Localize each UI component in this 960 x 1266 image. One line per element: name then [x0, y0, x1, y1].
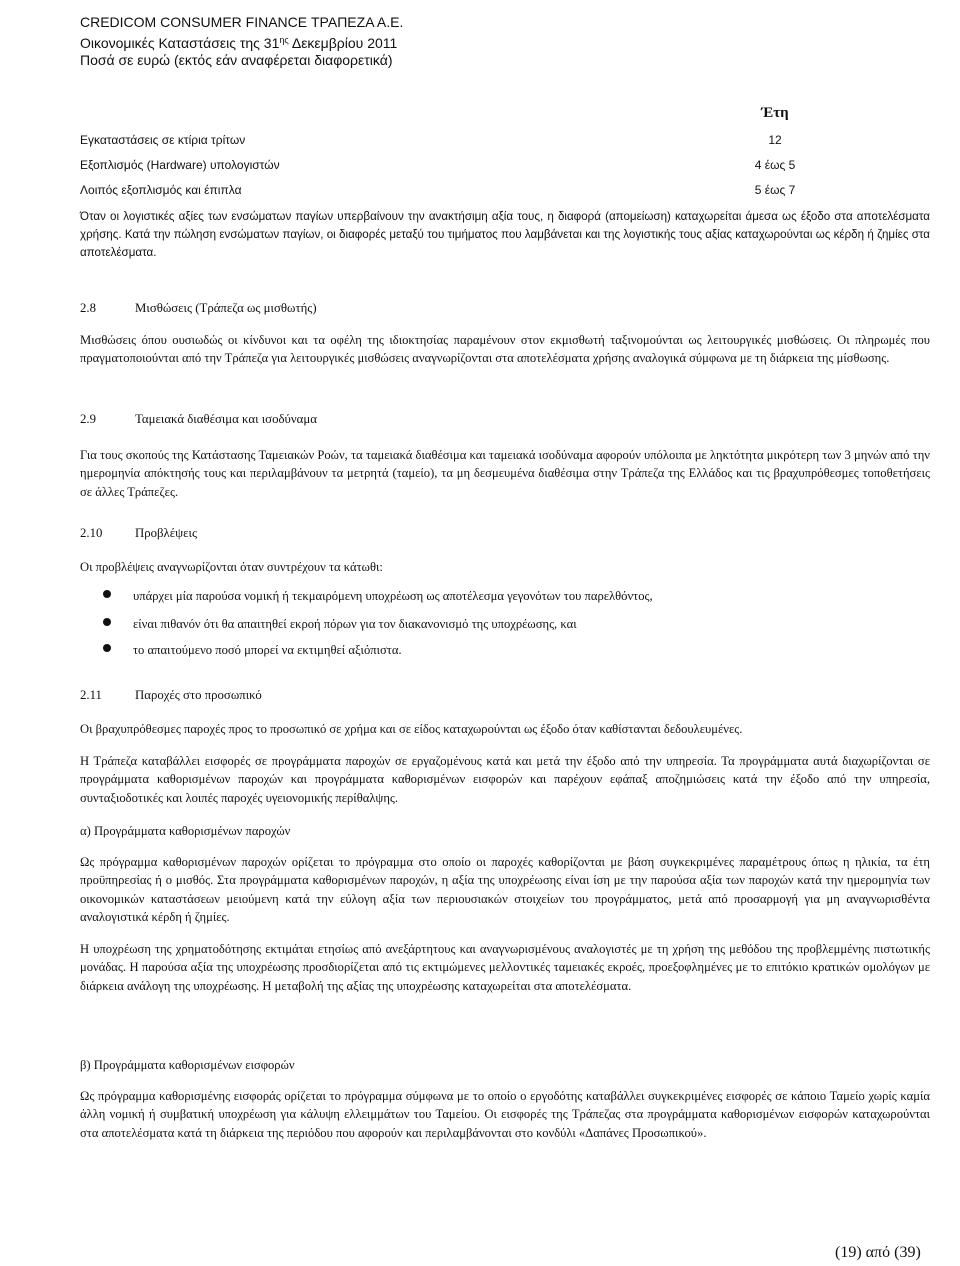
years-column-header: Έτη — [761, 105, 789, 121]
section-heading — [80, 301, 317, 316]
list-item — [103, 617, 577, 632]
section-paragraph: Η Τράπεζα καταβάλλει εισφορές σε προγράμματα παροχών σε εργαζομένους κατά και μετά την έξοδο από την υπηρεσία. Τα προγράμματα αυτά διαχωρίζονται σε προγράμματα καθορισμένων παροχών και προγράμματα καθορισμένων εισφορών και παρέχουν εφάπαξ αποζημιώσεις κατά την έξοδο από την υπηρεσία, συνταξιοδοτικές και λοιπές παροχές υγειονομικής περίθαλψης. — [80, 754, 930, 805]
statements-suffix: Δεκεμβρίου 2011 — [288, 34, 398, 51]
section-heading — [80, 688, 262, 703]
section-paragraph: Για τους σκοπούς της Κατάστασης Ταμειακών Ροών, τα ταμειακά διαθέσιμα και ταμειακά ισοδύναμα αφορούν υπόλοιπα με ληκτότητα μικρότερη των 3 μηνών από την ημερομηνία απόκτησής τους και περιλαμβάνουν τα μετρητά (ταμείο), τα μη δεσμευμένα διαθέσιμα στην Τράπεζα της Ελλάδος και τις βραχυπρόθεσμες τοποθετήσεις σε άλλες Τράπεζες. — [80, 448, 930, 499]
company-name: CREDICOM CONSUMER FINANCE ΤΡΑΠΕΖΑ Α.Ε. — [80, 14, 404, 30]
bullet-icon — [103, 618, 111, 626]
section-number: 2.9 — [80, 412, 96, 426]
amounts-note: Ποσά σε ευρώ (εκτός εάν αναφέρεται διαφορετικά) — [80, 52, 393, 68]
section-paragraph: Η υποχρέωση της χρηματοδότησης εκτιμάται ετησίως από ανεξάρτητους και αναγνωρισμένους αναλογιστές με τη χρήση της μεθόδου της προβλεμμένης πιστωτικής μονάδας. Η παρούσα αξία της υποχρέωσης προσδιορίζεται από τις εκτιμώμενες μελλοντικές ταμειακές εκροές, προεξοφλημένες με το επιτόκιο κρατικών ομολόγων με διάρκεια ανάλογη της υποχρέωσης. Η μεταβολή της αξίας της υποχρέωσης καταχωρείται στα αποτελέσματα. — [80, 942, 930, 993]
section-number: 2.8 — [80, 301, 96, 315]
statements-line — [80, 32, 403, 53]
useful-life-label: Εξοπλισμός (Hardware) υπολογιστών — [80, 158, 280, 172]
section-title: Παροχές στο προσωπικό — [135, 688, 262, 702]
document-header — [80, 14, 403, 70]
list-item-text: υπάρχει μία παρούσα νομική ή τεκμαιρόμενη υποχρέωση ως αποτέλεσμα γεγονότων του παρελθόντος, — [133, 589, 653, 603]
subsection-title: β) Προγράμματα καθορισμένων εισφορών — [80, 1058, 295, 1072]
useful-life-years: 5 έως 7 — [754, 183, 796, 197]
section-number: 2.11 — [80, 688, 102, 702]
section-paragraph: Οι βραχυπρόθεσμες παροχές προς το προσωπικό σε χρήμα και σε είδος καταχωρούνται ως έξοδο όταν καθίστανται δεδουλευμένες. — [80, 722, 743, 736]
useful-life-years: 12 — [768, 133, 782, 147]
section-title: Μισθώσεις (Τράπεζα ως μισθωτής) — [135, 301, 317, 315]
section-paragraph: Ως πρόγραμμα καθορισμένης εισφοράς ορίζεται το πρόγραμμα σύμφωνα με το οποίο ο εργοδότης καταβάλλει συγκεκριμένες εισφορές σε κάποιο Ταμείο χωρίς καμία άλλη νομική ή συμβατική υποχρέωση για κάλυψη ελλειμμάτων του Ταμείου. Οι εισφορές της Τράπεζας στα προγράμματα καθορισμένων εισφορών καταχωρούνται στα αποτελέσματα κατά τη διάρκεια της περιόδου που αφορούν και περιλαμβάνονται στο κονδύλι «Δαπάνες Προσωπικού». — [80, 1089, 930, 1140]
page-number: (19) από (39) — [835, 1244, 921, 1261]
section-number: 2.10 — [80, 526, 103, 540]
subsection-title: α) Προγράμματα καθορισμένων παροχών — [80, 824, 291, 838]
useful-life-label: Εγκαταστάσεις σε κτίρια τρίτων — [80, 133, 246, 147]
list-item-text: είναι πιθανόν ότι θα απαιτηθεί εκροή πόρων για τον διακανονισμό της υποχρέωσης, και — [133, 617, 577, 631]
bullet-icon — [103, 644, 111, 652]
statements-superscript: ης — [279, 34, 289, 45]
useful-life-years: 4 έως 5 — [754, 158, 796, 172]
statements-prefix: Οικονομικές Καταστάσεις της 31 — [80, 34, 280, 51]
list-item — [103, 589, 653, 604]
section-title: Προβλέψεις — [135, 526, 198, 540]
section-paragraph: Οι προβλέψεις αναγνωρίζονται όταν συντρέχουν τα κάτωθι: — [80, 560, 383, 574]
list-item — [103, 643, 402, 658]
list-item-text: το απαιτούμενο ποσό μπορεί να εκτιμηθεί αξιόπιστα. — [133, 643, 402, 657]
section-paragraph: Ως πρόγραμμα καθορισμένων παροχών ορίζεται το πρόγραμμα στο οποίο οι παροχές καθορίζονται με βάση συγκεκριμένες παραμέτρους όπως η ηλικία, τα έτη προϋπηρεσίας ή ο μισθός. Στα προγράμματα καθορισμένων παροχών, η αξία της υποχρέωσης είναι ίση με την παρούσα αξία των παροχών κατά την ημερομηνία των οικονομικών καταστάσεων μειούμενη κατά την εύλογη αξία των περιουσιακών στοιχείων του προγράμματος, μετά από προσαρμογή για μη αναγνωρισθέντα αναλογιστικά κέρδη ή ζημίες. — [80, 855, 930, 925]
section-title: Ταμειακά διαθέσιμα και ισοδύναμα — [135, 412, 317, 426]
section-heading — [80, 526, 197, 541]
section-heading — [80, 412, 317, 427]
useful-life-label: Λοιπός εξοπλισμός και έπιπλα — [80, 183, 242, 197]
bullet-icon — [103, 590, 111, 598]
impairment-note: Όταν οι λογιστικές αξίες των ενσώματων παγίων υπερβαίνουν την ανακτήσιμη αξία τους, η διαφορά (απομείωση) καταχωρείται άμεσα ως έξοδο στα αποτελέσματα χρήσης. Κατά την πώληση ενσώματων παγίων, οι διαφορές μεταξύ του τιμήματος που λαμβάνεται και της λογιστικής τους αξίας καταχωρούνται ως κέρδη ή ζημίες στα αποτελέσματα. — [80, 210, 930, 259]
section-paragraph: Μισθώσεις όπου ουσιωδώς οι κίνδυνοι και τα οφέλη της ιδιοκτησίας παραμένουν στον εκμισθωτή ταξινομούνται ως λειτουργικές μισθώσεις. Οι πληρωμές που πραγματοποιούνται από την Τράπεζα για λειτουργικές μισθώσεις αναγνωρίζονται στα αποτελέσματα χρήσης αναλογικά σύμφωνα με τη διάρκεια της μίσθωσης. — [80, 333, 930, 366]
